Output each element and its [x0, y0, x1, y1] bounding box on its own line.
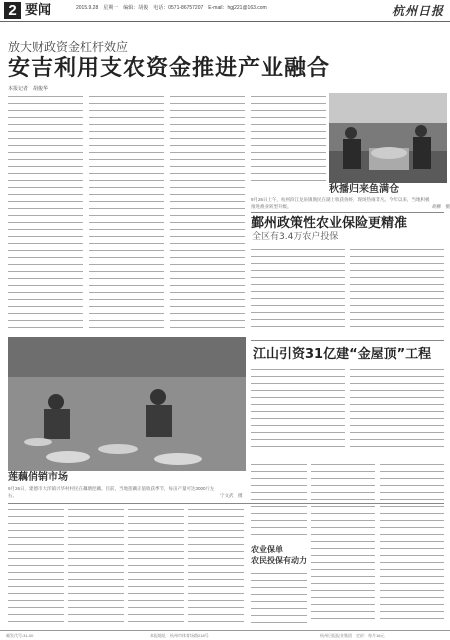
bottom-column-5 [251, 461, 307, 541]
insurance-subhead: 全区有3.4万农户投保 [252, 232, 339, 242]
fishing-photo-caption: 9月26日上午，杭州滨江龙泉镇渔民在湖上收获鱼虾，现场热闹非凡。今年以来，当地积极推进渔业转型升级。 [251, 197, 430, 209]
lotus-photo-credit: 宁文武 摄 [220, 493, 243, 498]
footer-right: 杭州日报报业集团 定价：每月18元 [320, 633, 385, 638]
fishing-photo-credit: 胡柳 摄 [432, 204, 450, 209]
footer-left: 邮发代号:31-00 [6, 633, 34, 638]
bottom-column-1 [8, 506, 64, 628]
masthead-logo: 杭州日报 [391, 4, 444, 18]
section-divider [251, 340, 444, 341]
page-header [0, 0, 450, 22]
fishing-photo-title: 秋播归来鱼满仓 [329, 184, 399, 195]
bottom-column-3 [128, 506, 184, 628]
lotus-photo-title: 莲藕俏销市场 [8, 472, 68, 483]
article-column-4 [251, 93, 326, 188]
lead-kicker: 放大财政资金杠杆效应 [8, 40, 129, 54]
page-number: 2 [4, 2, 21, 19]
section-divider [8, 503, 444, 504]
bottom-headline-line2: 农民投保有动力 [251, 556, 307, 565]
insurance-column-1 [251, 246, 345, 334]
bottom-column-2 [68, 506, 124, 628]
insurance-headline: 鄞州政策性农业保险更精准 [251, 216, 408, 231]
fishing-photo [329, 93, 447, 183]
bottom-column-7 [311, 461, 375, 628]
header-info: 2015.9.28 星期一 编辑：胡俊 电话：0571-86757207 E-mail：hgj221@163.com [76, 5, 267, 11]
bottom-column-8 [380, 461, 444, 628]
lead-byline: 本报记者 胡俊华 [8, 86, 49, 92]
jiangshan-headline: 江山引资31亿建“金屋顶”工程 [253, 347, 432, 362]
article-column-2 [89, 93, 164, 333]
bottom-column-6 [251, 570, 307, 628]
article-column-1 [8, 93, 83, 333]
bottom-column-4 [188, 506, 244, 628]
article-column-3 [170, 93, 245, 333]
lotus-photo-caption: 9月26日，建德市大洋镇兴华村村民在藕塘挖藕。目前，当地莲藕正值收获季节，每亩产量可达3000斤左右。 [8, 486, 215, 498]
lead-headline: 安吉利用支农资金推进产业融合 [8, 56, 331, 81]
bottom-headline-line1: 农业保单 [251, 545, 283, 554]
page-footer [0, 630, 450, 640]
lotus-photo [8, 337, 246, 471]
section-divider [251, 212, 444, 213]
jiangshan-column-2 [350, 366, 444, 456]
footer-middle: 本报地址：杭州市体育场路218号 [150, 633, 209, 638]
jiangshan-column-1 [251, 366, 345, 456]
insurance-column-2 [350, 246, 444, 334]
section-title: 要闻 [25, 3, 52, 18]
